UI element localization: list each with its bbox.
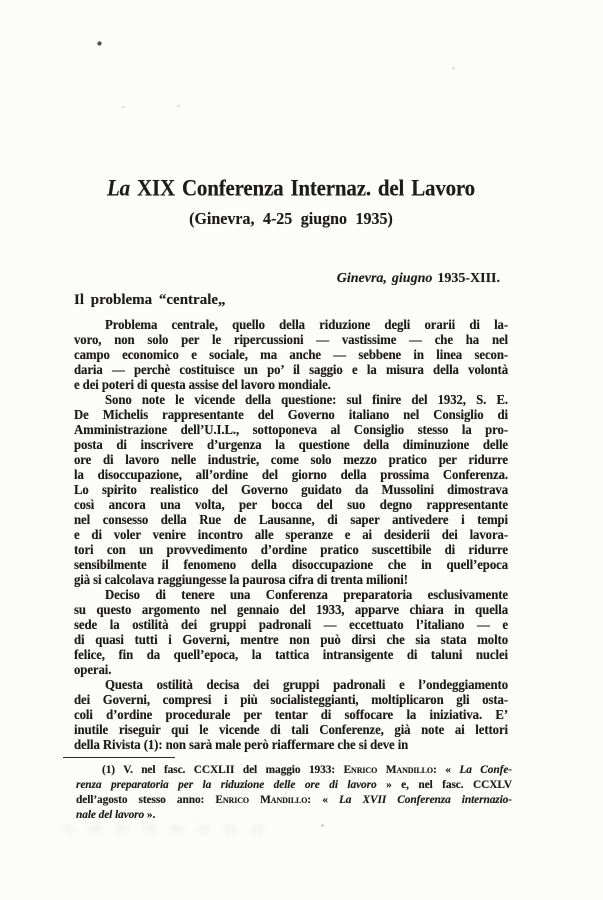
body-line: Amministrazione dell’U.I.L., sottoponeva al Consiglio stesso la pro- [74, 421, 508, 438]
section-heading: Il problema “centrale„ [74, 292, 226, 308]
body-line: felice, fin da quell’epoca, la tattica intransigente di taluni nuclei [74, 646, 508, 663]
body-line: coli d’ordine procedurale per tentar di soffocare la iniziativa. E’ [74, 706, 508, 723]
ink-speck [452, 67, 455, 70]
body-line: di quasi tutti i Governi, mentre non può dirsi che sia stata molto [74, 631, 508, 648]
body-line: Sono note le vicende della questione: sul finire del 1932, S. E. [105, 391, 508, 408]
body-line: ore di lavoro nelle industrie, come solo mezzo pratico per ridurre [74, 451, 508, 468]
body-line: della Rivista (1): non sarà male però riaffermare che si deve in [74, 736, 409, 753]
body-line: inutile riseguir qui le vicende di tali Conferenze, già note ai lettori [74, 721, 508, 738]
footnote-text [76, 763, 512, 823]
text-segment: Enrico Mandillo [215, 794, 308, 806]
body-line: la disoccupazione, all’ordine del giorno della prossima Conferenza. [74, 466, 508, 483]
body-line: tori con un provvedimento d’ordine pratico suscettibile di ridurre [74, 541, 508, 558]
body-line: nel consesso della Rue de Lausanne, di saper antivedere i tempi [74, 511, 508, 528]
text-segment: ». [144, 809, 156, 821]
body-line: daria — perchè costituisce un po’ il saggio e la misura della volontà [74, 361, 508, 378]
body-line: Deciso di tenere una Conferenza preparatoria esclusivamente [105, 586, 508, 603]
article-title [74, 174, 508, 202]
body-line: e dei poteri di questa assise del lavoro mondiale. [74, 376, 331, 393]
scan-smudge [62, 824, 272, 835]
body-line: così ancora una volta, per bocca del suo degno rappresentante [74, 496, 508, 513]
body-line: Lo spirito realistico del Governo guidato da Mussolini dimostrava [74, 481, 508, 498]
text-segment: La Confe- [459, 764, 512, 776]
body-line: Questa ostilità decisa dei gruppi padronali e l’ondeggiamento [105, 676, 508, 693]
body-line: su questo argomento nel gennaio del 1933, apparve chiara in quella [74, 601, 508, 618]
body-line: Problema centrale, quello della riduzione degli orarii di la- [105, 316, 508, 333]
text-segment: (1) V. nel fasc. CCXLII del maggio 1933: [102, 764, 344, 776]
body-line: campo economico e sociale, ma anche — sebbene in linea secon- [74, 346, 508, 363]
text-segment: : « [307, 794, 339, 806]
footnote-line [76, 793, 512, 808]
footnote-line [76, 808, 512, 823]
body-line: De Michelis rappresentante del Governo italiano nel Consiglio di [74, 406, 508, 423]
text-segment: Ginevra, giugno [336, 271, 438, 286]
article-body [74, 318, 508, 753]
text-segment: Enrico Mandillo [343, 764, 434, 776]
text-segment: » e, nel fasc. CCXLV [376, 779, 512, 791]
body-line: voro, non solo per le ripercussioni — vastissime — che ha nel [74, 331, 508, 348]
text-segment: XIX Conferenza Internaz. del Lavoro [137, 174, 475, 201]
text-segment: dell’agosto stesso anno: [76, 794, 216, 806]
text-segment: nale del lavoro [76, 809, 145, 821]
text-segment: La XVII Conferenza internazio- [338, 794, 512, 806]
body-line: sede la ostilità dei gruppi padronali — eccettuato l’italiano — e [74, 616, 508, 633]
body-line: sensibilmente il fenomeno della disoccupazione che in quell’epoca [74, 556, 508, 573]
body-line: dei Governi, compresi i più socialisteggianti, moltiplicaron gli osta- [74, 691, 508, 708]
body-line: e di voler venire incontro alle speranze e ai desiderii dei lavora- [74, 526, 508, 543]
ink-speck [122, 106, 125, 108]
body-line: posta di inscrivere d’urgenza la questione della diminuzione delle [74, 436, 508, 453]
ink-speck [177, 105, 180, 107]
footnote-line [76, 763, 512, 778]
ink-speck [97, 41, 102, 46]
text-segment: : « [433, 764, 460, 776]
dateline [74, 271, 500, 287]
text-segment: La [107, 174, 138, 201]
ink-speck [321, 824, 324, 827]
text-segment: renza preparatoria per la riduzione delle ore di lavoro [76, 779, 377, 791]
body-line: operai. [74, 661, 112, 678]
body-line: già si calcolava raggiungesse la paurosa cifra di trenta milioni! [74, 571, 408, 588]
article-subtitle: (Ginevra, 4-25 giugno 1935) [189, 210, 393, 229]
text-segment: 1935-XIII. [437, 271, 500, 286]
footnote-line [76, 778, 512, 793]
footnote-rule [63, 757, 175, 758]
